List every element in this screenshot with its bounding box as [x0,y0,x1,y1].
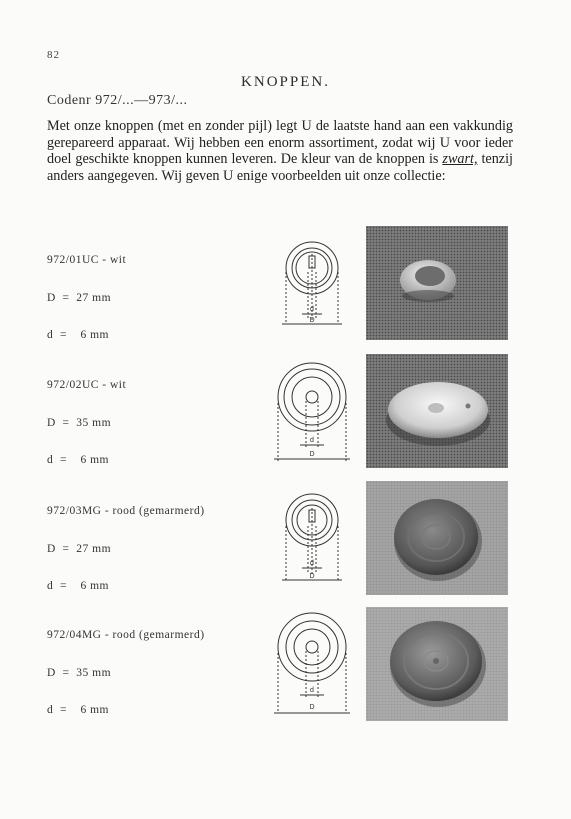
spec-outer-diameter: D = 35 mm [47,666,112,679]
dim-label-small: d [310,306,314,313]
spec-block-3 [47,480,205,605]
knob-photo-4 [366,607,508,721]
intro-emphasis: zwart, [442,151,478,167]
intro-text-end: tenzij anders aangegeven. Wij geven U enige voorbeelden uit onze collectie: [47,151,513,184]
intro-text: Met onze knoppen (met en zonder pijl) legt U de laatste hand aan een vakkundig gerepareerd apparaat. Wij hebben een enorm assortiment, zodat wij U voor ieder doel geschikte knoppen kunnen leveren. De kleur van de knoppen is [47,118,513,167]
dim-label-large: D [309,317,315,324]
knob-drawing-1 [272,232,352,342]
spec-block-4 [47,604,205,729]
knob-drawing-4 [272,607,352,717]
knob-photo-3 [366,481,508,595]
spec-outer-diameter: D = 27 mm [47,291,112,304]
spec-block-2 [47,354,126,479]
intro-paragraph [47,118,513,184]
dim-label-small: d [310,560,314,567]
spec-hole-diameter: d = 6 mm [47,329,110,341]
dim-label-small: d [310,687,314,694]
page-number: 82 [47,49,60,61]
knob-photo-1 [366,226,508,340]
spec-hole-diameter: d = 6 mm [47,454,110,466]
spec-code: 972/01UC - wit [47,254,127,266]
spec-outer-diameter: D = 27 mm [47,542,112,555]
spec-hole-diameter: d = 6 mm [47,704,110,716]
page-title: KNOPPEN. [241,74,330,90]
spec-hole-diameter: d = 6 mm [47,580,110,592]
knob-photo-2 [366,354,508,468]
dim-label-large: D [309,704,315,711]
spec-outer-diameter: D = 35 mm [47,416,112,429]
dim-label-small: d [310,437,314,444]
knob-drawing-2 [272,357,352,467]
dim-label-large: D [309,573,315,580]
spec-code: 972/04MG - rood (gemarmerd) [47,629,205,641]
dim-label-large: D [309,451,315,458]
spec-code: 972/03MG - rood (gemarmerd) [47,505,205,517]
knob-drawing-3 [272,484,352,594]
spec-block-1 [47,229,126,354]
code-number: Codenr 972/...—973/... [47,93,188,108]
spec-code: 972/02UC - wit [47,379,127,391]
